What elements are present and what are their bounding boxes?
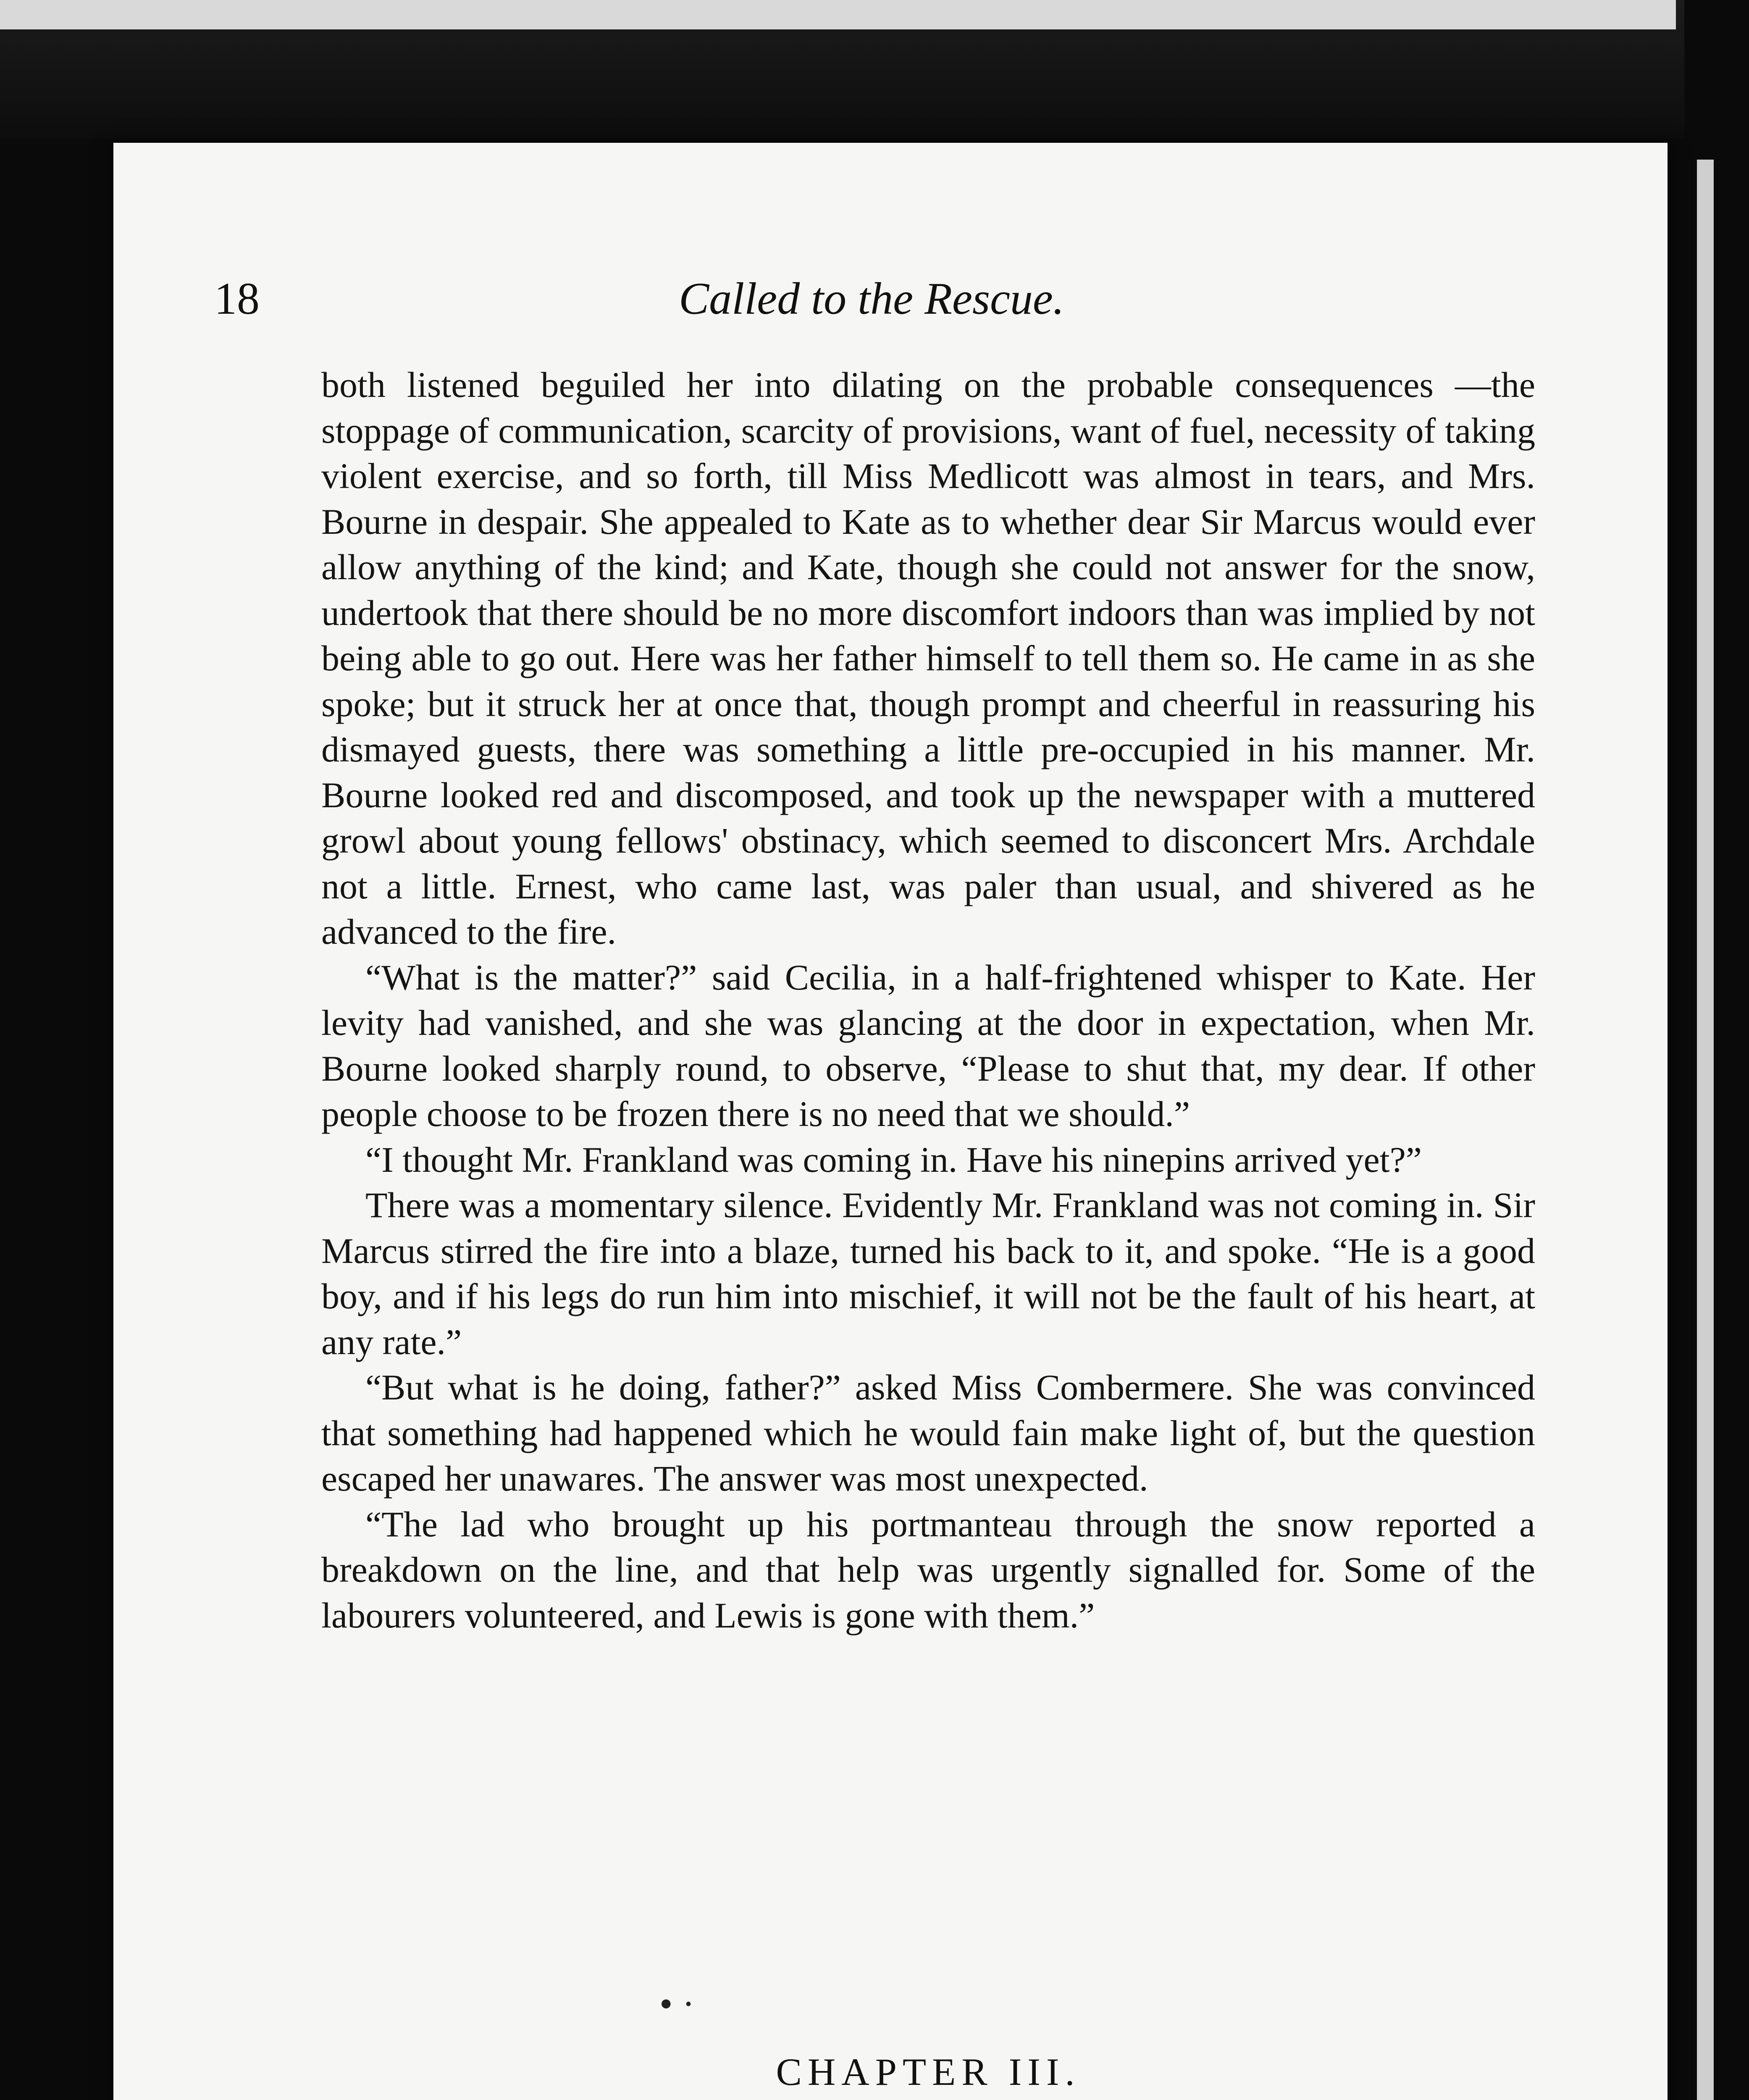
paragraph: “The lad who brought up his portmanteau through the snow reported a breakdown on the line, and that help was urgently signalled for. Some of the labourers volunteered, and Lewis is gone with them.” [321, 1504, 1535, 1635]
next-page-edge [1697, 160, 1714, 2100]
scan-top-margin [0, 0, 1749, 139]
scan-right-margin [1684, 0, 1749, 2100]
previous-page-edge [0, 0, 1676, 29]
paragraph: There was a momentary silence. Evidently Mr. Frankland was not coming in. Sir Marcus stirred the fire into a blaze, turned his back to it, and spoke. “He is a good boy, and if his legs do run him into mischief, it will not be the fault of his heart, at any rate.” [321, 1185, 1535, 1362]
paragraph: “What is the matter?” said Cecilia, in a half-frightened whisper to Kate. Her levity had vanished, and she was glancing at the door in expectation, when Mr. Bourne looked sharply round, to observe, “Please to shut that, my dear. If other people choose to be frozen there is no need that we should.” [321, 957, 1535, 1134]
chapter-heading: CHAPTER III. [776, 2050, 1081, 2093]
paragraph: both listened beguiled her into dilating on the probable consequences —the stoppage of communication, scarcity of provisions, want of fuel, necessity of taking violent exercise, and so forth, till Miss Medlicott was almost in tears, and Mrs. Bourne in despair. She appealed to Kate as to whether dear Sir Marcus would ever allow anything of the kind; and Kate, though she could not answer for the snow, undertook that there should be no more discomfort indoors than was implied by not being able to go out. Here was her father himself to tell them so. He came in as she spoke; but it struck her at once that, though prompt and cheerful in reassuring his dismayed guests, there was something a little pre-occupied in his manner. Mr. Bourne looked red and discomposed, and took up the newspaper with a muttered growl about young fellows' obstinacy, which seemed to disconcert Mrs. Archdale not a little. Ernest, who came last, was paler than usual, and shivered as he advanced to the fire. [321, 365, 1535, 952]
running-title: Called to the Rescue. [679, 274, 1064, 324]
page-header [214, 273, 1529, 332]
body-text [321, 362, 1535, 1638]
section-ornament: • · [659, 1983, 695, 2025]
chapter-heading-block [321, 2050, 1535, 2100]
paragraph: “But what is he doing, father?” asked Miss Combermere. She was convinced that something had happened which he would fain make light of, but the question escaped her unawares. The answer was most unexpected. [321, 1367, 1535, 1499]
paragraph: “I thought Mr. Frankland was coming in. Have his ninepins arrived yet?” [365, 1139, 1422, 1180]
page-number: 18 [214, 274, 260, 324]
